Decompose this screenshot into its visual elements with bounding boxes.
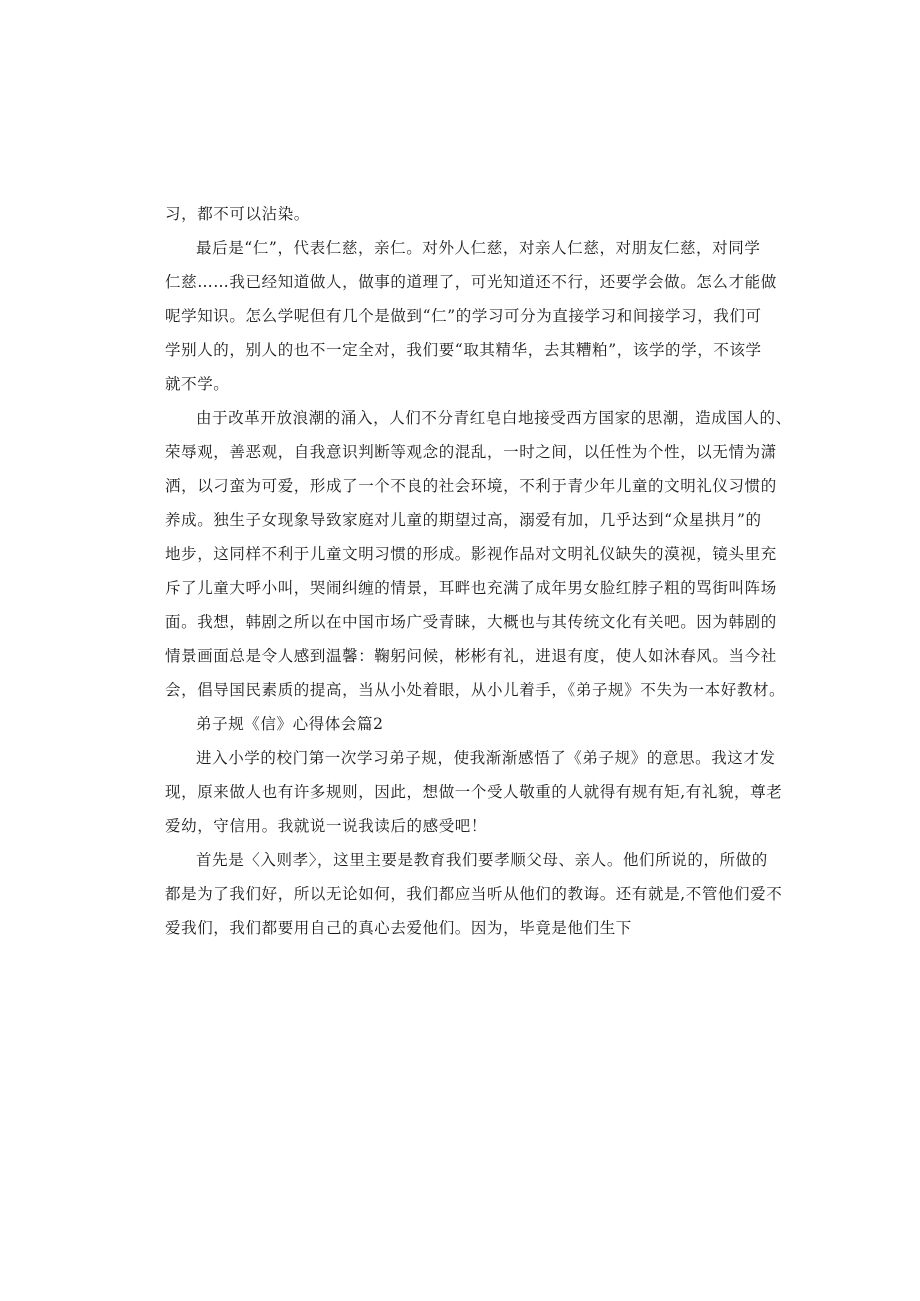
text-line: 学别人的，别人的也不一定全对，我们要“取其精华，去其糟粕”，该学的学，不该学 [165, 341, 762, 359]
text-line: 仁慈……我已经知道做人，做事的道理了，可光知道还不行，还要学会做。怎么才能做 [165, 273, 777, 291]
section-heading: 弟子规《信》心得体会篇2 [196, 715, 384, 733]
text-line: 习，都不可以沾染。 [165, 205, 310, 223]
text-line: 面。我想，韩剧之所以在中国市场广受青睐，大概也与其传统文化有关吧。因为韩剧的 [165, 613, 777, 631]
text-line: 地步，这同样不利于儿童文明习惯的形成。影视作品对文明礼仪缺失的漠视，镜头里充 [165, 545, 777, 563]
text-line: 洒，以刁蛮为可爱，形成了一个不良的社会环境，不利于青少年儿童的文明礼仪习惯的 [165, 477, 777, 495]
text-line: 呢学知识。怎么学呢但有几个是做到“仁”的学习可分为直接学习和间接学习，我们可 [165, 307, 762, 325]
paragraph-start: 由于改革开放浪潮的涌入，人们不分青红皂白地接受西方国家的思潮，造成国人的、 [196, 409, 792, 427]
text-line: 就不学。 [165, 375, 230, 393]
text-line: 都是为了我们好，所以无论如何，我们都应当听从他们的教诲。还有就是,不管他们爱不 [165, 885, 783, 903]
paragraph-start: 最后是“仁”，代表仁慈，亲仁。对外人仁慈，对亲人仁慈，对朋友仁慈，对同学 [196, 239, 761, 257]
paragraph-start: 首先是〈入则孝〉，这里主要是教育我们要孝顺父母、亲人。他们所说的，所做的 [196, 851, 768, 869]
text-line: 爱幼，守信用。我就说一说我读后的感受吧！ [165, 817, 488, 835]
paragraph-start: 进入小学的校门第一次学习弟子规，使我渐渐感悟了《弟子规》的意思。我这才发 [196, 749, 776, 767]
text-line: 养成。独生子女现象导致家庭对儿童的期望过高，溺爱有加，几乎达到“众星拱月”的 [165, 511, 762, 529]
text-line: 现，原来做人也有许多规则，因此，想做一个受人敬重的人就得有规有矩,有礼貌，尊老 [165, 783, 783, 801]
text-line: 会，倡导国民素质的提高，当从小处着眼，从小儿着手，《弟子规》不失为一本好教材。 [165, 681, 786, 699]
text-line: 爱我们，我们都要用自己的真心去爱他们。因为，毕竟是他们生下 [165, 919, 632, 937]
text-line: 情景画面总是令人感到温馨：鞠躬问候，彬彬有礼，进退有度，使人如沐春风。当今社 [165, 647, 777, 665]
text-line: 斥了儿童大呼小叫，哭闹纠缠的情景，耳畔也充满了成年男女脸红脖子粗的骂街叫阵场 [165, 579, 777, 597]
text-line: 荣辱观，善恶观，自我意识判断等观念的混乱，一时之间，以任性为个性，以无情为潇 [165, 443, 777, 461]
